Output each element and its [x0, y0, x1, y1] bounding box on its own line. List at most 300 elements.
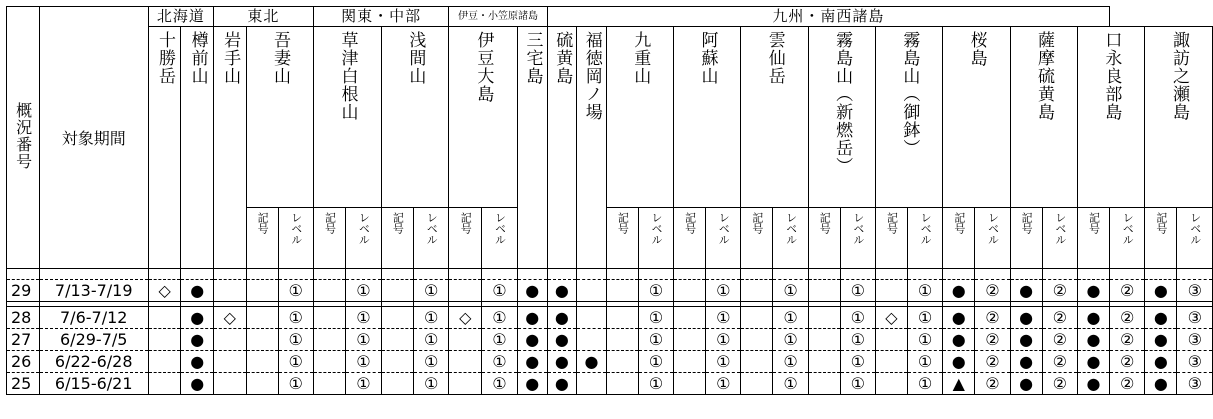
symbol-cell: ● [577, 351, 607, 373]
region-header [148, 7, 213, 27]
symbol-cell [246, 351, 278, 373]
spacer-cell [413, 269, 448, 280]
spacer-cell [313, 269, 345, 280]
volcano-name: 浅間山 [405, 31, 426, 85]
symbol-subheader-label: 記号 [750, 212, 764, 234]
spacer-cell [1145, 269, 1177, 280]
level-subheader [975, 208, 1010, 269]
region-header-label: 東北 [247, 7, 280, 25]
level-cell: ① [413, 373, 448, 395]
col-header-number [7, 7, 40, 269]
spacer-cell [214, 269, 246, 280]
volcano-name: 吾妻山 [269, 31, 290, 85]
volcano-name: 福徳岡ノ場 [581, 31, 602, 121]
row-number: 25 [7, 373, 40, 395]
volcano-header [1145, 27, 1213, 208]
volcano-header [181, 27, 214, 269]
level-cell: ① [638, 280, 673, 302]
symbol-subheader [313, 208, 345, 269]
symbol-cell [313, 329, 345, 351]
spacer-cell [246, 269, 278, 280]
level-cell: ① [346, 351, 381, 373]
symbol-cell [606, 373, 638, 395]
symbol-cell [875, 280, 907, 302]
level-cell: ② [975, 351, 1010, 373]
volcano-header [148, 27, 181, 269]
symbol-subheader-label: 記号 [323, 212, 337, 234]
level-cell: ① [482, 373, 518, 395]
level-cell: ① [706, 373, 741, 395]
level-subheader [346, 208, 381, 269]
symbol-cell [449, 280, 482, 302]
symbol-cell [449, 373, 482, 395]
volcano-header [517, 27, 547, 269]
symbol-subheader [1010, 208, 1042, 269]
row-period: 6/22-6/28 [39, 351, 148, 373]
level-cell: ① [346, 307, 381, 329]
level-subheader-label: レベル [357, 212, 371, 245]
level-cell: ① [773, 351, 808, 373]
level-cell: ① [278, 307, 313, 329]
spacer-cell [517, 269, 547, 280]
level-subheader-label: レベル [1188, 212, 1202, 245]
symbol-cell [577, 307, 607, 329]
level-cell: ① [840, 351, 875, 373]
symbol-subheader-label: 記号 [256, 212, 270, 234]
symbol-cell [246, 329, 278, 351]
level-cell: ① [840, 280, 875, 302]
volcano-name: 口永良部島 [1101, 31, 1122, 121]
region-header-label: 九州・南西諸島 [772, 7, 885, 25]
spacer-cell [606, 269, 638, 280]
symbol-cell: ● [943, 307, 975, 329]
symbol-cell: ● [547, 307, 577, 329]
symbol-cell [674, 307, 706, 329]
symbol-cell: ● [1010, 373, 1042, 395]
symbol-cell [808, 307, 840, 329]
symbol-cell: ● [943, 351, 975, 373]
spacer-cell [381, 269, 413, 280]
level-cell: ② [1042, 307, 1077, 329]
table-row [7, 373, 1213, 395]
row-number: 29 [7, 280, 40, 302]
row-period: 6/29-7/5 [39, 329, 148, 351]
symbol-cell [381, 307, 413, 329]
symbol-subheader [449, 208, 482, 269]
symbol-cell [449, 329, 482, 351]
volcano-header [875, 27, 942, 208]
symbol-cell [246, 307, 278, 329]
level-cell: ① [908, 329, 943, 351]
level-cell: ① [706, 351, 741, 373]
region-header-label: 伊豆・小笠原諸島 [457, 11, 538, 22]
volcano-name: 草津白根山 [337, 31, 358, 121]
level-subheader-label: レベル [851, 212, 865, 245]
volcano-name: 樽前山 [187, 31, 208, 85]
level-subheader-label: レベル [717, 212, 731, 245]
spacer-cell [674, 269, 706, 280]
level-subheader [840, 208, 875, 269]
spacer-cell [7, 269, 40, 280]
level-cell: ① [773, 329, 808, 351]
symbol-cell: ▲ [943, 373, 975, 395]
level-subheader-label: レベル [425, 212, 439, 245]
spacer-cell [908, 269, 943, 280]
table-row [7, 329, 1213, 351]
level-cell: ① [482, 329, 518, 351]
symbol-cell [148, 307, 181, 329]
symbol-cell: ● [1145, 351, 1177, 373]
spacer-cell [547, 269, 577, 280]
col-header-number-label: 概況番号 [13, 101, 33, 170]
symbol-cell [381, 351, 413, 373]
symbol-cell [313, 307, 345, 329]
volcano-header [1077, 27, 1144, 208]
level-cell: ① [413, 351, 448, 373]
symbol-cell [808, 280, 840, 302]
symbol-subheader-label: 記号 [818, 212, 832, 234]
symbol-subheader [808, 208, 840, 269]
volcano-name: 霧島山（御鉢） [899, 31, 920, 157]
symbol-subheader-label: 記号 [391, 212, 405, 234]
symbol-cell: ● [517, 307, 547, 329]
symbol-cell [674, 373, 706, 395]
row-period: 7/13-7/19 [39, 280, 148, 302]
symbol-cell: ● [517, 373, 547, 395]
level-cell: ② [975, 373, 1010, 395]
level-cell: ① [278, 280, 313, 302]
symbol-cell [674, 351, 706, 373]
level-cell: ① [773, 373, 808, 395]
level-cell: ② [1042, 373, 1077, 395]
level-cell: ① [482, 351, 518, 373]
symbol-cell: ● [1010, 307, 1042, 329]
symbol-cell [577, 280, 607, 302]
volcano-header [313, 27, 381, 208]
region-header [313, 7, 449, 27]
spacer-cell [943, 269, 975, 280]
spacer-row [7, 269, 1213, 280]
level-subheader-label: レベル [1053, 212, 1067, 245]
region-header [214, 7, 314, 27]
level-cell: ① [706, 307, 741, 329]
spacer-cell [808, 269, 840, 280]
symbol-subheader-label: 記号 [459, 212, 473, 234]
symbol-cell [606, 307, 638, 329]
volcano-name: 硫黄島 [552, 31, 573, 85]
level-subheader-label: レベル [986, 212, 1000, 245]
symbol-cell [381, 373, 413, 395]
spacer-cell [1177, 269, 1213, 280]
region-header [547, 7, 1110, 27]
symbol-cell [214, 329, 246, 351]
level-cell: ① [840, 373, 875, 395]
level-cell: ② [1042, 351, 1077, 373]
level-cell: ② [1042, 329, 1077, 351]
symbol-subheader-label: 記号 [952, 212, 966, 234]
symbol-cell: ● [181, 329, 214, 351]
symbol-cell: ● [943, 329, 975, 351]
symbol-cell: ● [1077, 280, 1109, 302]
symbol-cell [606, 329, 638, 351]
symbol-cell: ● [517, 280, 547, 302]
level-subheader-label: レベル [919, 212, 933, 245]
volcano-header [741, 27, 808, 208]
symbol-cell: ● [547, 280, 577, 302]
symbol-cell [246, 280, 278, 302]
volcano-name: 桜島 [966, 31, 987, 67]
symbol-subheader [741, 208, 773, 269]
symbol-cell: ● [181, 280, 214, 302]
table-row [7, 351, 1213, 373]
level-subheader [908, 208, 943, 269]
level-cell: ① [706, 280, 741, 302]
spacer-cell [773, 269, 808, 280]
col-header-period [39, 7, 148, 269]
symbol-subheader-label: 記号 [1020, 212, 1034, 234]
level-cell: ③ [1177, 307, 1213, 329]
level-subheader [773, 208, 808, 269]
symbol-cell [741, 351, 773, 373]
symbol-subheader-label: 記号 [1154, 212, 1168, 234]
level-cell: ① [413, 329, 448, 351]
symbol-cell: ● [1010, 280, 1042, 302]
level-cell: ① [278, 329, 313, 351]
level-cell: ① [278, 351, 313, 373]
symbol-cell: ● [1077, 351, 1109, 373]
region-header [449, 7, 547, 27]
level-cell: ① [346, 329, 381, 351]
volcano-name: 岩手山 [220, 31, 241, 85]
level-cell: ① [413, 307, 448, 329]
symbol-cell [808, 329, 840, 351]
symbol-cell [875, 329, 907, 351]
level-cell: ① [482, 280, 518, 302]
level-subheader [1177, 208, 1213, 269]
volcano-name: 三宅島 [522, 31, 543, 85]
spacer-cell [875, 269, 907, 280]
symbol-cell: ● [1010, 329, 1042, 351]
symbol-cell: ● [547, 373, 577, 395]
symbol-cell: ● [1077, 307, 1109, 329]
symbol-cell [741, 329, 773, 351]
spacer-cell [449, 269, 482, 280]
level-cell: ② [1110, 280, 1145, 302]
volcano-header [449, 27, 517, 208]
level-cell: ① [346, 373, 381, 395]
symbol-cell [875, 351, 907, 373]
symbol-subheader-label: 記号 [1087, 212, 1101, 234]
symbol-cell: ● [181, 307, 214, 329]
symbol-cell [214, 280, 246, 302]
level-cell: ① [482, 307, 518, 329]
spacer-cell [638, 269, 673, 280]
level-cell: ② [1110, 307, 1145, 329]
level-cell: ① [908, 280, 943, 302]
level-subheader-label: レベル [784, 212, 798, 245]
table-row [7, 307, 1213, 329]
level-cell: ① [908, 351, 943, 373]
symbol-subheader [875, 208, 907, 269]
level-subheader [413, 208, 448, 269]
spacer-cell [1042, 269, 1077, 280]
symbol-cell [808, 373, 840, 395]
symbol-cell: ● [181, 351, 214, 373]
spacer-cell [975, 269, 1010, 280]
level-subheader [638, 208, 673, 269]
level-cell: ① [773, 307, 808, 329]
symbol-cell [674, 280, 706, 302]
volcano-name: 伊豆大島 [473, 31, 494, 103]
symbol-cell: ● [517, 351, 547, 373]
spacer-cell [39, 269, 148, 280]
volcano-name: 雲仙岳 [764, 31, 785, 85]
symbol-cell [606, 351, 638, 373]
symbol-cell [741, 373, 773, 395]
volcano-header [381, 27, 449, 208]
symbol-subheader [381, 208, 413, 269]
volcano-header [674, 27, 741, 208]
level-subheader [278, 208, 313, 269]
volcano-header [808, 27, 875, 208]
symbol-cell: ◇ [449, 307, 482, 329]
level-cell: ③ [1177, 351, 1213, 373]
level-cell: ① [413, 280, 448, 302]
level-subheader-label: レベル [650, 212, 663, 245]
symbol-cell [214, 351, 246, 373]
level-cell: ② [975, 307, 1010, 329]
level-cell: ③ [1177, 280, 1213, 302]
volcano-header [577, 27, 607, 269]
symbol-cell [246, 373, 278, 395]
level-cell: ① [908, 373, 943, 395]
volcano-name: 霧島山（新燃岳） [832, 31, 853, 175]
volcano-name: 十勝岳 [154, 31, 175, 85]
symbol-cell [381, 280, 413, 302]
level-cell: ② [1042, 280, 1077, 302]
symbol-cell: ● [1145, 280, 1177, 302]
row-number: 28 [7, 307, 40, 329]
spacer-cell [840, 269, 875, 280]
symbol-cell [875, 373, 907, 395]
symbol-subheader [1077, 208, 1109, 269]
symbol-cell [577, 329, 607, 351]
level-subheader [482, 208, 518, 269]
level-cell: ① [638, 307, 673, 329]
spacer-cell [148, 269, 181, 280]
level-cell: ① [638, 373, 673, 395]
level-cell: ③ [1177, 329, 1213, 351]
level-subheader [1110, 208, 1145, 269]
volcano-header [246, 27, 313, 208]
symbol-cell: ● [1145, 307, 1177, 329]
level-cell: ③ [1177, 373, 1213, 395]
level-subheader-label: レベル [493, 212, 507, 245]
symbol-cell: ◇ [148, 280, 181, 302]
level-cell: ② [1110, 351, 1145, 373]
symbol-cell [313, 373, 345, 395]
symbol-cell [674, 329, 706, 351]
level-subheader-label: レベル [1121, 212, 1135, 245]
symbol-cell [313, 280, 345, 302]
symbol-cell [741, 307, 773, 329]
symbol-cell: ● [1145, 329, 1177, 351]
symbol-cell [449, 351, 482, 373]
symbol-cell: ● [1145, 373, 1177, 395]
symbol-cell [148, 351, 181, 373]
volcano-header [547, 27, 577, 269]
symbol-subheader [1145, 208, 1177, 269]
region-header-label: 北海道 [156, 7, 205, 25]
spacer-cell [346, 269, 381, 280]
volcano-name: 阿蘇山 [697, 31, 718, 85]
spacer-cell [482, 269, 518, 280]
symbol-cell: ● [547, 329, 577, 351]
symbol-cell [381, 329, 413, 351]
level-cell: ② [1110, 329, 1145, 351]
symbol-cell [577, 373, 607, 395]
symbol-cell [606, 280, 638, 302]
symbol-cell: ● [181, 373, 214, 395]
symbol-cell [808, 351, 840, 373]
symbol-cell [214, 373, 246, 395]
level-cell: ① [840, 307, 875, 329]
level-cell: ② [975, 280, 1010, 302]
row-period: 6/15-6/21 [39, 373, 148, 395]
level-cell: ② [1110, 373, 1145, 395]
level-cell: ① [706, 329, 741, 351]
symbol-subheader [674, 208, 706, 269]
symbol-subheader [246, 208, 278, 269]
volcano-name: 諏訪之瀬島 [1168, 31, 1189, 121]
symbol-cell: ◇ [214, 307, 246, 329]
spacer-cell [706, 269, 741, 280]
volcano-table [6, 6, 1213, 395]
spacer-cell [1077, 269, 1109, 280]
level-cell: ① [638, 351, 673, 373]
level-cell: ① [346, 280, 381, 302]
col-header-period-label: 対象期間 [61, 129, 126, 148]
level-cell: ① [773, 280, 808, 302]
level-cell: ① [908, 307, 943, 329]
level-cell: ① [638, 329, 673, 351]
level-subheader [1042, 208, 1077, 269]
symbol-subheader-label: 記号 [683, 212, 697, 234]
spacer-cell [181, 269, 214, 280]
symbol-subheader-label: 記号 [885, 212, 899, 234]
symbol-cell: ● [1077, 373, 1109, 395]
volcano-header [606, 27, 673, 208]
table-row [7, 280, 1213, 302]
symbol-cell [313, 351, 345, 373]
symbol-cell [148, 329, 181, 351]
symbol-subheader [943, 208, 975, 269]
volcano-header [1010, 27, 1077, 208]
level-cell: ② [975, 329, 1010, 351]
symbol-cell: ● [547, 351, 577, 373]
spacer-cell [1010, 269, 1042, 280]
volcano-name: 薩摩硫黄島 [1034, 31, 1055, 121]
spacer-cell [278, 269, 313, 280]
spacer-cell [741, 269, 773, 280]
level-subheader-label: レベル [289, 212, 303, 245]
volcano-name: 九重山 [630, 31, 651, 85]
volcano-header [943, 27, 1010, 208]
level-subheader [706, 208, 741, 269]
region-header-label: 関東・中部 [341, 7, 422, 25]
symbol-cell [741, 280, 773, 302]
row-number: 27 [7, 329, 40, 351]
